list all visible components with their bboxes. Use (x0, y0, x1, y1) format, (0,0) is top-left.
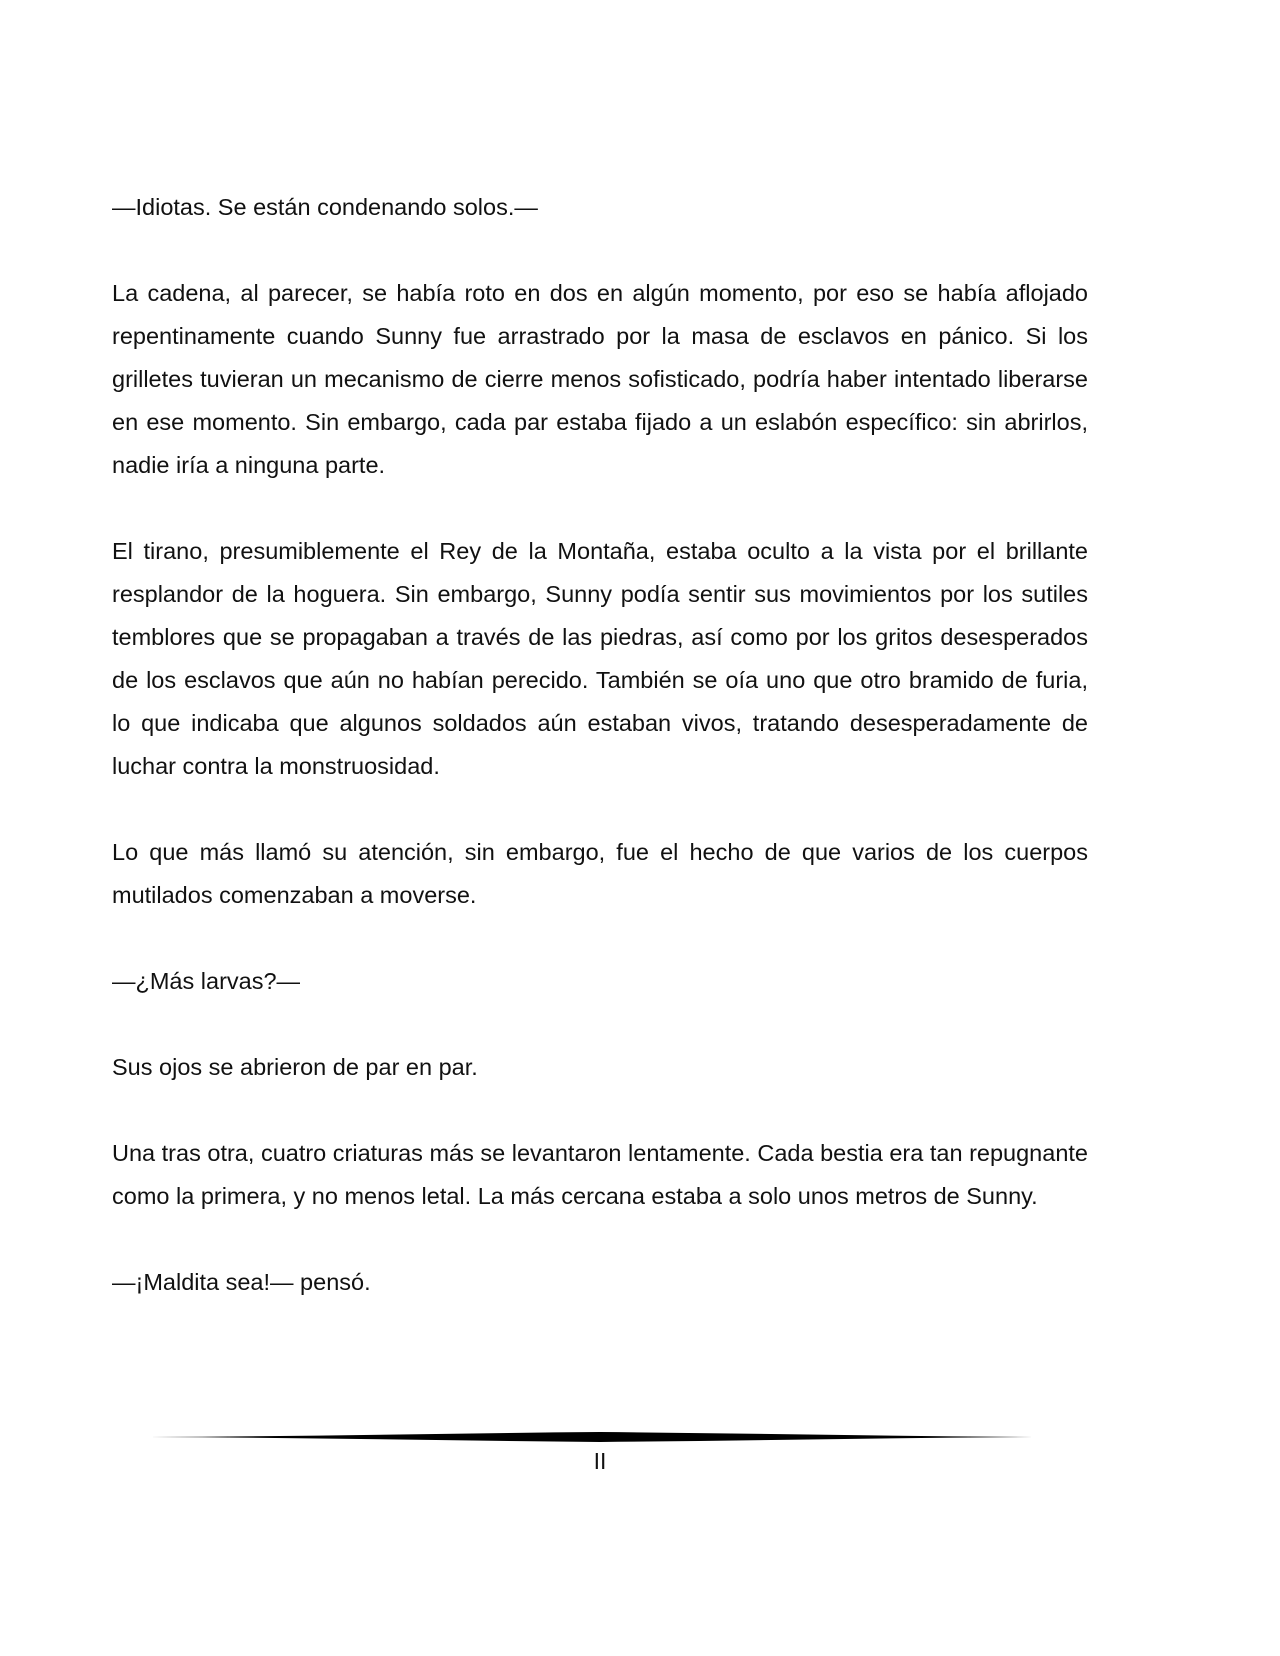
section-divider (150, 1430, 1050, 1444)
paragraph-8: —¡Maldita sea!— pensó. (112, 1269, 371, 1295)
paragraph-4: Lo que más llamó su atención, sin embargo, fue el hecho de que varios de los cuerpos mutilados comenzaban a moverse. (112, 839, 1088, 908)
divider-swash (150, 1432, 1050, 1442)
paragraph-6: Sus ojos se abrieron de par en par. (112, 1054, 478, 1080)
paragraph-3: El tirano, presumiblemente el Rey de la Montaña, estaba oculto a la vista por el brillante resplandor de la hoguera. Sin embargo, Sunny podía sentir sus movimientos por los sutiles temblores que se propagaban a través de las piedras, así como por los gritos desesperados de los esclavos que aún no habían perecido. También se oía uno que otro bramido de furia, lo que indicaba que algunos soldados aún estaban vivos, tratando desesperadamente de luchar contra la monstruosidad. (112, 538, 1088, 779)
paragraph-2: La cadena, al parecer, se había roto en dos en algún momento, por eso se había aflojado repentinamente cuando Sunny fue arrastrado por la masa de esclavos en pánico. Si los grilletes tuvieran un mecanismo de cierre menos sofisticado, podría haber intentado liberarse en ese momento. Sin embargo, cada par estaba fijado a un eslabón específico: sin abrirlos, nadie iría a ninguna parte. (112, 280, 1088, 478)
paragraph-1: —Idiotas. Se están condenando solos.— (112, 194, 538, 220)
paragraph-5: —¿Más larvas?— (112, 968, 301, 994)
paragraph-7: Una tras otra, cuatro criaturas más se levantaron lentamente. Cada bestia era tan repugnante como la primera, y no menos letal. La más cercana estaba a solo unos metros de Sunny. (112, 1140, 1088, 1209)
page-body (112, 186, 1088, 1347)
page-number: II (593, 1448, 607, 1474)
